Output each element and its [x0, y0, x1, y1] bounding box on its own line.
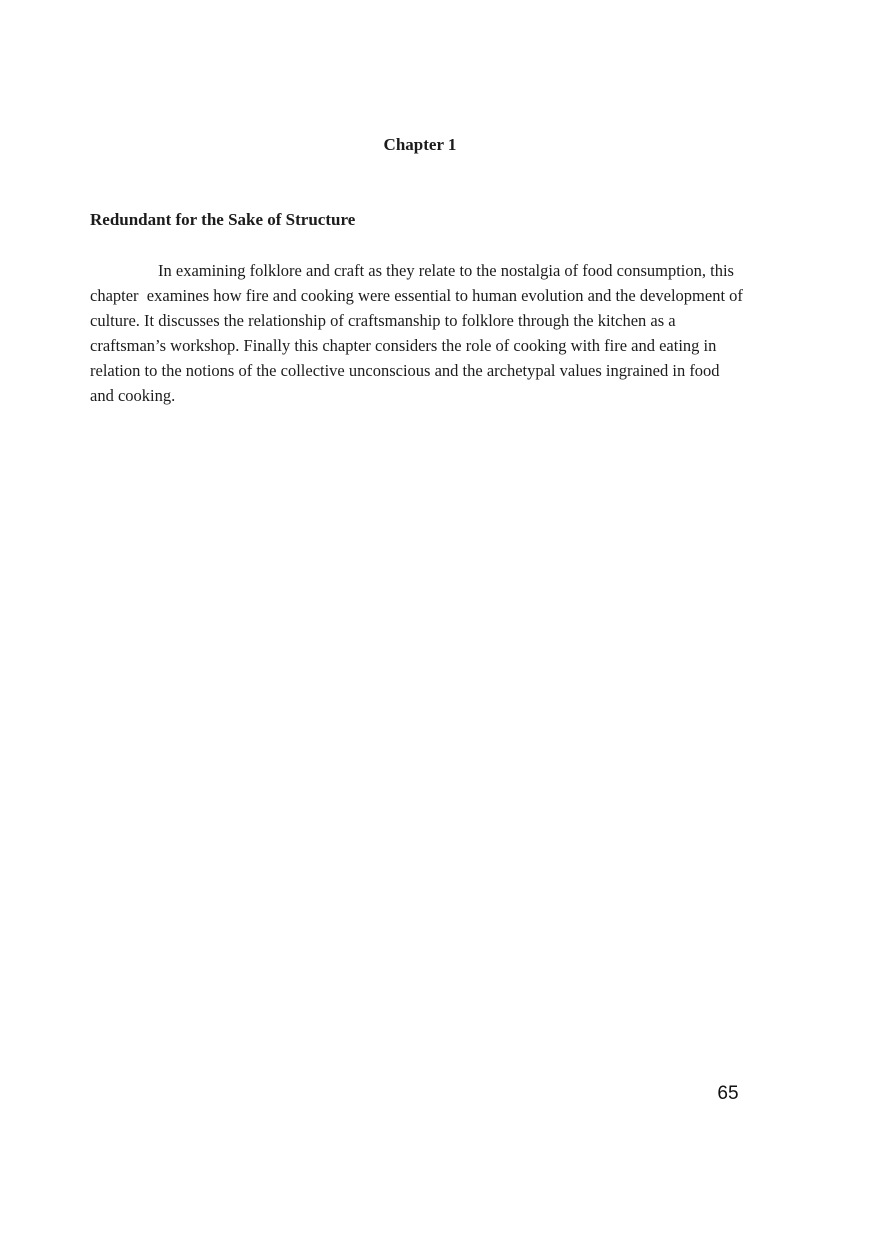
section-heading: Redundant for the Sake of Structure [90, 210, 356, 229]
chapter-title: Chapter 1 [383, 135, 457, 154]
body-paragraph: In examining folklore and craft as they relate to the nostalgia of food consumption, this chapter examines how fire and cooking were essential to human evolution and the development of culture. It discusses the relationship of craftsmanship to folklore through the kitchen as a craftsman’s workshop. Finally this chapter considers the role of cooking with fire and eating in relation to the notions of the collective unconscious and the archetypal values ingrained in food and cooking. [90, 261, 748, 405]
page-number: 65 [717, 1083, 739, 1104]
